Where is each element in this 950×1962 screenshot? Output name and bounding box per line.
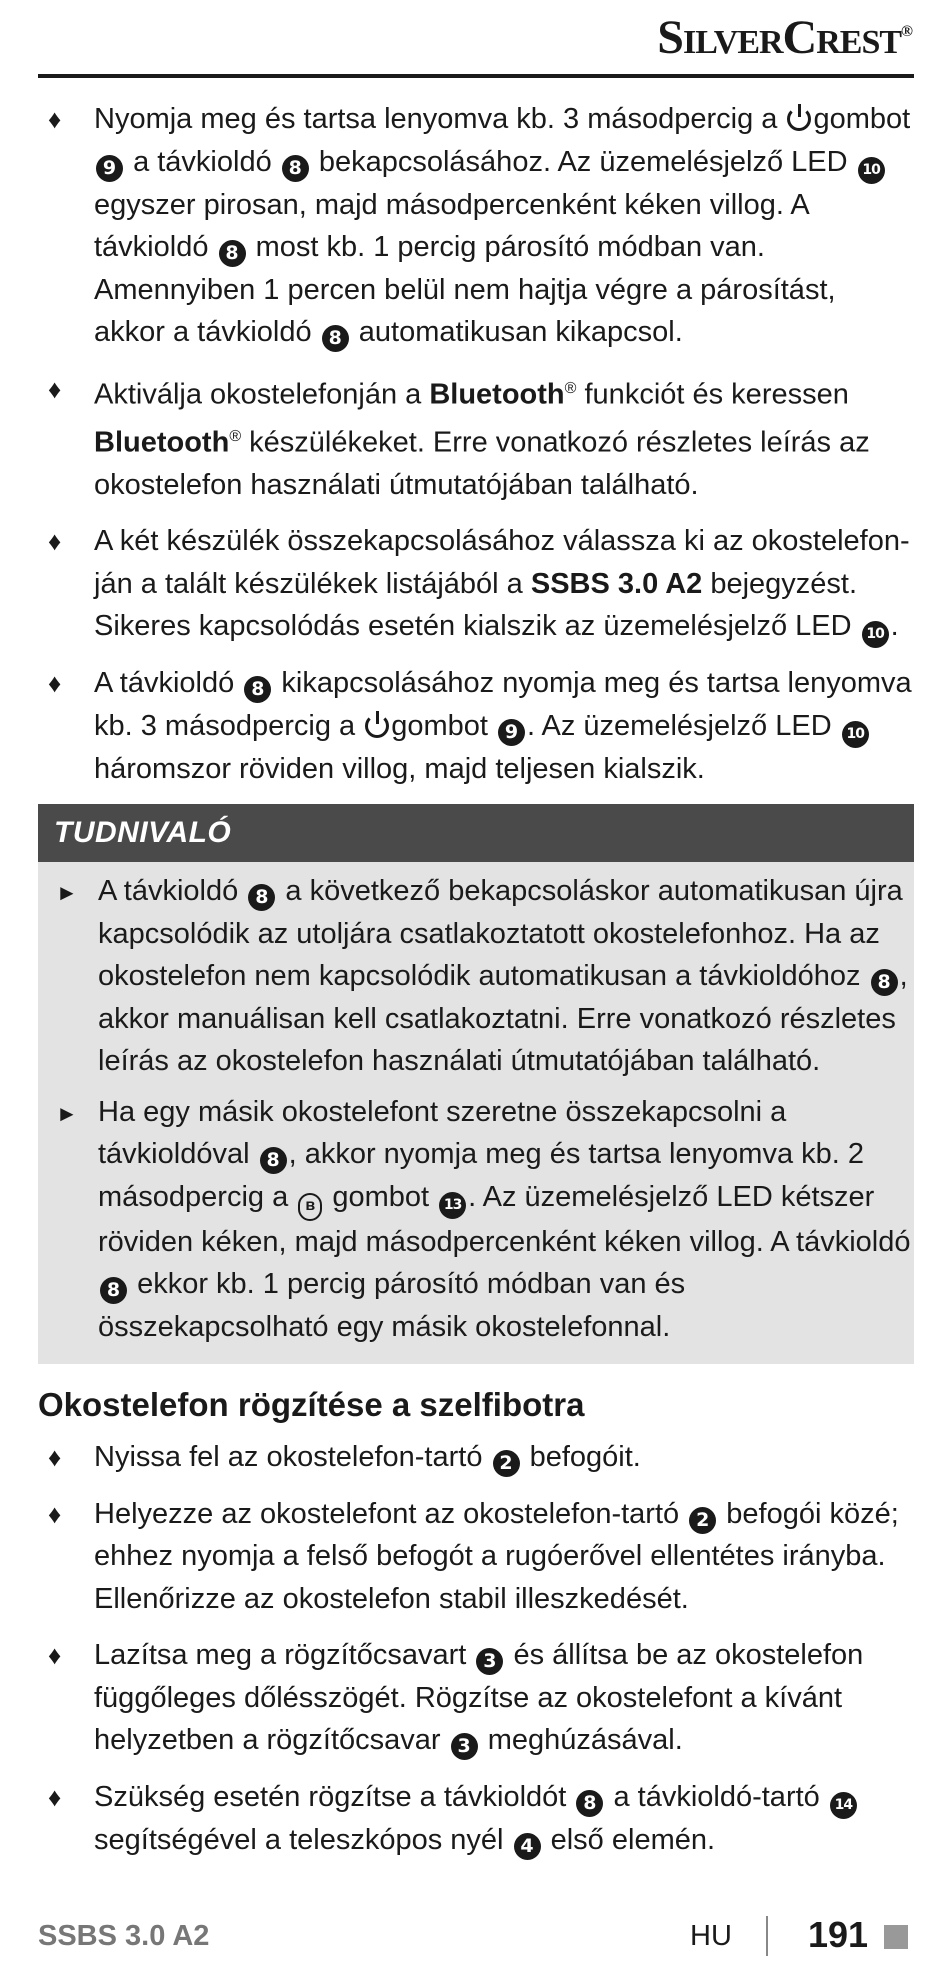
ref-number-badge: 14 [830, 1792, 857, 1819]
note-paragraph: ► A távkioldó 8 a következő bekapcsoláskor automatikusan újra kapcsolódik az utoljára csatlakoztatott okostelefonhoz. Ha az okostelefon nem kapcsolódik automatikusan a távkioldóhoz 8 , akkor manuálisan kell csatlakoztatni. Erre vonatkozó részletes leírás az okostelefon használati útmutatójában található. [38, 870, 914, 1083]
ref-number-badge: 8 [576, 1790, 603, 1817]
ref-number-badge: 13 [439, 1192, 466, 1219]
brand-logo: SilverCrest® [657, 11, 912, 64]
ref-number-badge: 8 [322, 325, 349, 352]
ref-number-badge: 2 [493, 1450, 520, 1477]
note-paragraph: ► Ha egy másik okostelefont szeretne összekapcsolni a távkioldóval 8 , akkor nyomja meg és tartsa lenyomva kb. 2 másodpercig a ʙ gombot 13 . Az üzemelésjelző LED kétszer röviden kéken, majd másodpercenként kéken villog. A távkioldó 8 ekkor kb. 1 percig párosító módban van és összekapcsolható egy másik okostelefonnal. [38, 1091, 914, 1349]
ref-number-badge: 9 [96, 155, 123, 182]
ref-number-badge: 10 [862, 621, 889, 648]
ref-number-badge: 8 [871, 969, 898, 996]
ref-number-badge: 4 [514, 1833, 541, 1860]
diamond-bullet-icon: ♦ [48, 1442, 62, 1473]
ref-number-badge: 8 [260, 1147, 287, 1174]
diamond-bullet-icon: ♦ [48, 373, 62, 404]
ref-number-badge: 8 [248, 884, 275, 911]
instruction-paragraph: ♦ A távkioldó 8 kikapcsolásához nyomja meg és tartsa lenyomva kb. 3 másodpercig a gombot 9 . Az üzemelésjelző LED 10 háromszor röviden villog, majd teljesen kialszik. [38, 662, 914, 790]
ref-number-badge: 9 [498, 719, 525, 746]
ref-number-badge: 8 [244, 676, 271, 703]
note-box [38, 804, 914, 1364]
page-content [38, 98, 914, 1875]
diamond-bullet-icon: ♦ [48, 1640, 62, 1671]
instruction-paragraph: ♦ Nyissa fel az okostelefon-tartó 2 befogóit. [38, 1436, 914, 1479]
instruction-paragraph: ♦ Helyezze az okostelefont az okostelefon-tartó 2 befogói közé; ehhez nyomja a felső befogót a rugóerővel ellentétes irányba. Ellenőrizze az okostelefon stabil illeszkedését. [38, 1493, 914, 1621]
triangle-bullet-icon: ► [56, 1100, 78, 1126]
bluetooth-icon: ʙ [298, 1193, 322, 1221]
footer-divider [766, 1916, 768, 1956]
diamond-bullet-icon: ♦ [48, 104, 62, 134]
instruction-paragraph: ♦ Lazítsa meg a rögzítőcsavart 3 és állítsa be az okostelefon függőleges dőlésszögét. Rögzítse az okostelefont a kívánt helyzetben a rögzítőcsavar 3 meghúzásával. [38, 1634, 914, 1762]
diamond-bullet-icon: ♦ [48, 526, 62, 557]
footer-model: SSBS 3.0 A2 [38, 1920, 210, 1952]
diamond-bullet-icon: ♦ [48, 1498, 62, 1529]
footer-language: HU [690, 1920, 732, 1952]
instruction-paragraph: ♦ Nyomja meg és tartsa lenyomva kb. 3 másodpercig a gombot 9 a távkioldó 8 bekapcsolásához. Az üzemelésjelző LED 10 egyszer pirosan, majd másodpercenként kéken villog. A távkioldó 8 most kb. 1 percig párosító módban van. Amennyiben 1 percen belül nem hajtja végre a párosítást, akkor a távkioldó 8 automatikusan kikapcsol. [38, 98, 914, 354]
instruction-paragraph: ♦ A két készülék összekapcsolásához válassza ki az okostelefonján a talált készülékek listájából a SSBS 3.0 A2 bejegyzést. Sikeres kapcsolódás esetén kialszik az üzemelésjelző LED 10 . [38, 520, 914, 648]
ref-number-badge: 8 [219, 240, 246, 267]
ref-number-badge: 10 [858, 157, 885, 184]
power-icon [365, 714, 389, 738]
ref-number-badge: 3 [451, 1733, 478, 1760]
diamond-bullet-icon: ♦ [48, 1781, 62, 1812]
ref-number-badge: 8 [282, 155, 309, 182]
header-rule [38, 74, 914, 78]
section-heading: Okostelefon rögzítése a szelfibotra [38, 1386, 585, 1424]
diamond-bullet-icon: ♦ [48, 668, 62, 699]
note-heading: TUDNIVALÓ [38, 804, 914, 862]
instruction-paragraph: ♦ Szükség esetén rögzítse a távkioldót 8 a távkioldó-tartó 14 segítségével a teleszkópos nyél 4 első elemén. [38, 1776, 914, 1862]
footer-square-mark [884, 1925, 908, 1949]
instruction-paragraph: ♦ Aktiválja okostelefonján a Bluetooth® funkciót és keressen Bluetooth® készülékeket. Erre vonatkozó részletes leírás az okostelefon használati útmutatójában található. [38, 368, 914, 507]
ref-number-badge: 8 [100, 1277, 127, 1304]
ref-number-badge: 10 [842, 721, 869, 748]
ref-number-badge: 3 [476, 1648, 503, 1675]
ref-number-badge: 2 [689, 1507, 716, 1534]
power-icon [787, 107, 811, 131]
page-number: 191 [808, 1914, 869, 1955]
triangle-bullet-icon: ► [56, 880, 78, 906]
